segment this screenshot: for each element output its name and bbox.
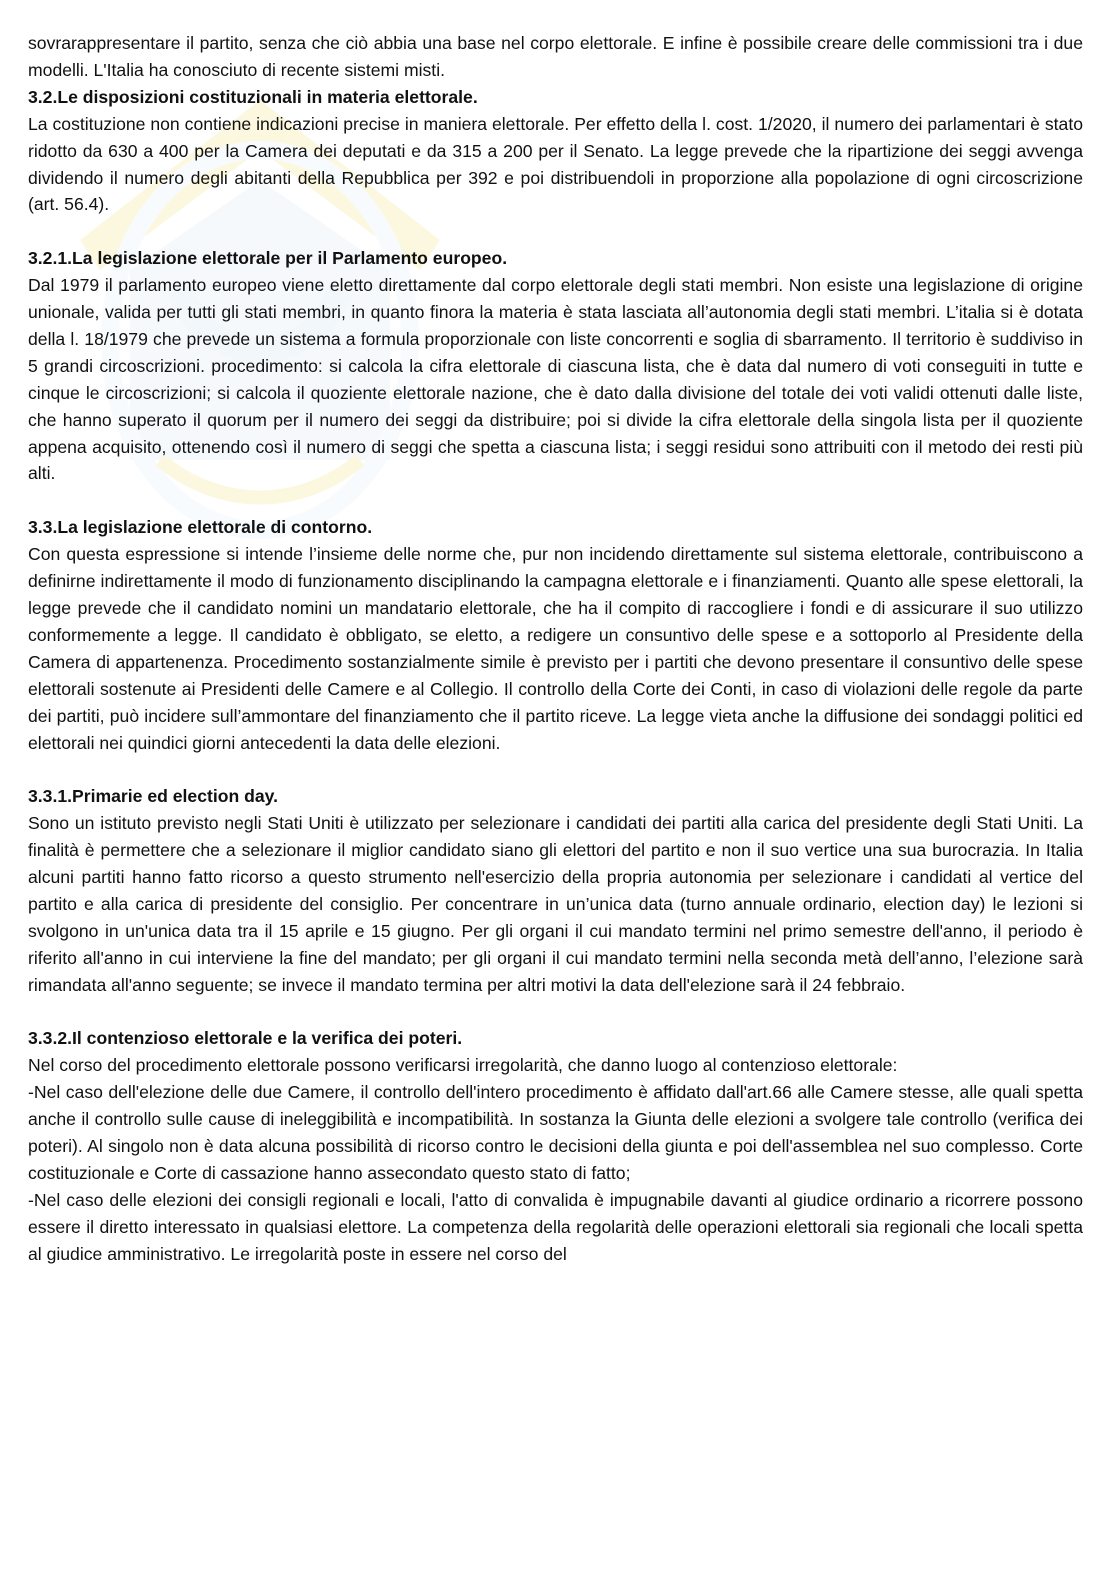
section-3-3: [28, 514, 1083, 756]
section-paragraph: Con questa espressione si intende l’insieme delle norme che, pur non incidendo direttamente sul sistema elettorale, contribuiscono a definirne indirettamente il modo di funzionamento disciplinando la campagna elettorale e i finanziamenti. Quanto alle spese elettorali, la legge prevede che il candidato nomini un mandatario elettorale, che ha il compito di raccogliere i fondi e di assicurare il suo utilizzo conformemente a legge. Il candidato è obbligato, se eletto, a redigere un consuntivo delle spese e a sottoporlo al Presidente della Camera di appartenenza. Procedimento sostanzialmente simile è previsto per i partiti che devono presentare il consuntivo delle spese elettorali sostenute ai Presidenti delle Camere e al Collegio. Il controllo della Corte dei Conti, in caso di violazioni delle regole da parte dei partiti, può incidere sull’ammontare del finanziamento che il partito riceve. La legge vieta anche la diffusione dei sondaggi politici ed elettorali nei quindici giorni antecedenti la data delle elezioni.: [28, 544, 1083, 753]
section-heading: 3.3.La legislazione elettorale di contorno.: [28, 517, 373, 538]
section-3-2: [28, 84, 1083, 219]
section-paragraph: Nel corso del procedimento elettorale possono verificarsi irregolarità, che danno luogo al contenzioso elettorale:: [28, 1055, 898, 1076]
section-3-3-1: [28, 783, 1083, 998]
section-heading: 3.2.Le disposizioni costituzionali in materia elettorale.: [28, 86, 478, 107]
section-heading: 3.3.1.Primarie ed election day.: [28, 786, 279, 807]
section-3-2-1: [28, 245, 1083, 487]
section-paragraph: -Nel caso delle elezioni dei consigli regionali e locali, l'atto di convalida è impugnabile davanti al giudice ordinario a ricorrere possono essere il diretto interessato in qualsiasi elettore. La competenza della regolarità delle operazioni elettorali sia regionali che locali spetta al giudice amministrativo. Le irregolarità poste in essere nel corso del: [28, 1189, 1083, 1264]
section-heading: 3.3.2.Il contenzioso elettorale e la verifica dei poteri.: [28, 1028, 463, 1049]
section-paragraph: La costituzione non contiene indicazioni precise in maniera elettorale. Per effetto della l. cost. 1/2020, il numero dei parlamentari è stato ridotto da 630 a 400 per la Camera dei deputati e da 315 a 200 per il Senato. La legge prevede che la ripartizione dei seggi avvenga dividendo il numero degli abitanti della Repubblica per 392 e poi distribuendoli in proporzione alla popolazione di ogni circoscrizione (art. 56.4).: [28, 113, 1083, 215]
document-page: [28, 30, 1083, 1268]
section-paragraph: Dal 1979 il parlamento europeo viene eletto direttamente dal corpo elettorale degli stati membri. Non esiste una legislazione di origine unionale, valida per tutti gli stati membri, in quanto finora la materia è stata lasciata all’autonomia degli stati membri. L’italia si è dotata della l. 18/1979 che prevede un sistema a formula proporzionale con liste concorrenti e soglia di sbarramento. Il territorio è suddiviso in 5 grandi circoscrizioni. procedimento: si calcola la cifra elettorale di ciascuna lista, che è data dal numero di voti conseguiti in tutte e cinque le circoscrizioni; si calcola il quoziente elettorale nazione, che è dato dalla divisione del totale dei voti validi ottenuti dalle liste, che hanno superato il quorum per il numero dei seggi da distribuire; poi si divide la cifra elettorale della singola lista per il quoziente appena acquisito, ottenendo così il numero di seggi che spetta a ciascuna lista; i seggi residui sono attribuiti con il metodo dei resti più alti.: [28, 275, 1083, 484]
section-3-3-2: [28, 1025, 1083, 1267]
intro-paragraph: sovrarappresentare il partito, senza che ciò abbia una base nel corpo elettorale. E infine è possibile creare delle commissioni tra i due modelli. L'Italia ha conosciuto di recente sistemi misti.: [28, 33, 1083, 80]
section-heading: 3.2.1.La legislazione elettorale per il Parlamento europeo.: [28, 248, 508, 269]
section-paragraph: -Nel caso dell'elezione delle due Camere, il controllo dell'intero procedimento è affidato dall'art.66 alle Camere stesse, alle quali spetta anche il controllo sulle cause di ineleggibilità e incompatibilità. In sostanza la Giunta delle elezioni a svolgere tale controllo (verifica dei poteri). Al singolo non è data alcuna possibilità di ricorso contro le decisioni della giunta e poi dell'assemblea nel suo complesso. Corte costituzionale e Corte di cassazione hanno assecondato questo stato di fatto;: [28, 1082, 1083, 1183]
section-paragraph: Sono un istituto previsto negli Stati Uniti è utilizzato per selezionare i candidati dei partiti alla carica del presidente degli Stati Uniti. La finalità è permettere che a selezionare il miglior candidato siano gli elettori del partito e non il suo vertice una sua burocrazia. In Italia alcuni partiti hanno fatto ricorso a questo strumento nell'esercizio della propria autonomia per selezionare i candidati al vertice del partito e alla carica di presidente del consiglio. Per concentrare in un’unica data (turno annuale ordinario, election day) le lezioni si svolgono in un'unica data tra il 15 aprile e 15 giugno. Per gli organi il cui mandato termini nel primo semestre dell'anno, il periodo è riferito all'anno in cui interviene la fine del mandato; per gli organi il cui mandato termini nella seconda metà dell’anno, l’elezione sarà rimandata all'anno seguente; se invece il mandato termina per altri motivi la data dell'elezione sarà il 24 febbraio.: [28, 813, 1083, 995]
